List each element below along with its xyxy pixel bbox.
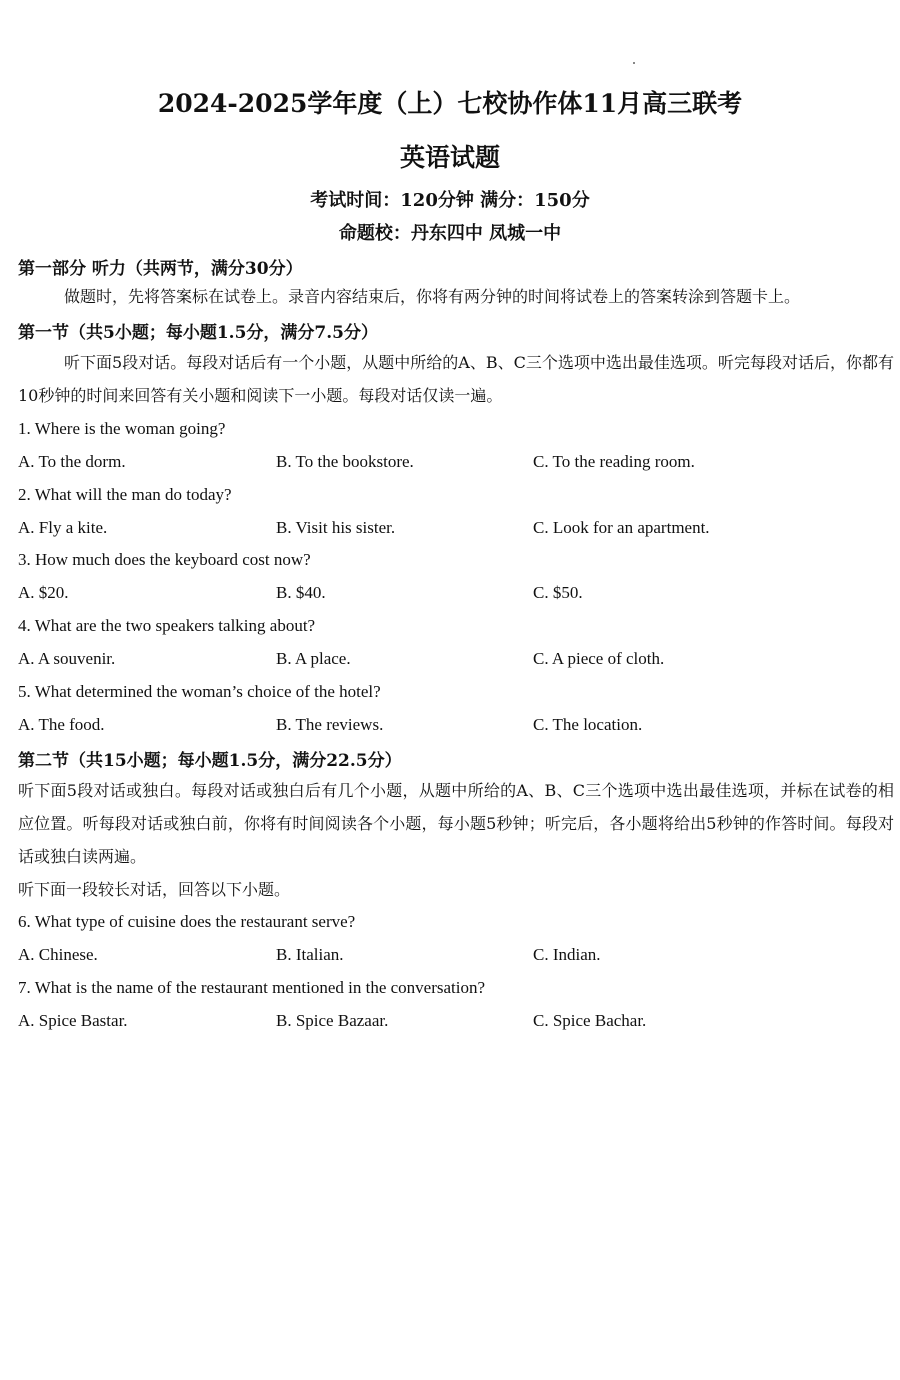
question-stem: 7. What is the name of the restaurant mentioned in the conversation?: [18, 978, 486, 997]
option-c: C. A piece of cloth.: [533, 649, 665, 668]
option-a: A. Chinese.: [18, 945, 98, 964]
option-b: B. The reviews.: [276, 715, 384, 734]
question-stem: 2. What will the man do today?: [18, 485, 232, 504]
option-a: A. A souvenir.: [18, 649, 116, 668]
section1-heading: 第一节（共5小题；每小题1.5分，满分7.5分）: [18, 323, 378, 343]
option-a: A. The food.: [18, 715, 105, 734]
option-c: C. Spice Bachar.: [533, 1011, 647, 1030]
option-c: C. The location.: [533, 715, 643, 734]
option-c: C. To the reading room.: [533, 452, 695, 471]
option-b: B. Visit his sister.: [276, 518, 396, 537]
page-title: 2024-2025学年度（上）七校协作体11月高三联考: [157, 89, 743, 118]
question-stem: 1. Where is the woman going?: [18, 419, 226, 438]
section2-heading: 第二节（共15小题；每小题1.5分，满分22.5分）: [18, 751, 402, 771]
option-a: A. $20.: [18, 583, 69, 602]
section2-lead: 听下面一段较长对话，回答以下小题。: [18, 880, 291, 899]
option-b: B. Italian.: [276, 945, 344, 964]
option-b: B. A place.: [276, 649, 351, 668]
question-stem: 3. How much does the keyboard cost now?: [18, 550, 311, 569]
scan-speck: [633, 62, 635, 64]
question-stem: 4. What are the two speakers talking about?: [18, 616, 316, 635]
option-b: B. To the bookstore.: [276, 452, 414, 471]
section1-instruction: 听下面5段对话。每段对话后有一个小题，从题中所给的A、B、C三个选项中选出最佳选项。听完每段对话后，你都有10秒钟的时间来回答有关小题和阅读下一小题。每段对话仅读一遍。: [18, 353, 894, 405]
part1-heading: 第一部分 听力（共两节，满分30分）: [18, 259, 303, 279]
question-stem: 5. What determined the woman’s choice of the hotel?: [18, 682, 381, 701]
exam-info: 考试时间：120分钟 满分：150分: [310, 190, 590, 211]
option-a: A. To the dorm.: [18, 452, 126, 471]
option-b: B. $40.: [276, 583, 326, 602]
school-info: 命题校：丹东四中 凤城一中: [338, 223, 562, 244]
option-a: A. Fly a kite.: [18, 518, 108, 537]
question-stem: 6. What type of cuisine does the restaurant serve?: [18, 912, 356, 931]
option-c: C. Look for an apartment.: [533, 518, 710, 537]
option-a: A. Spice Bastar.: [18, 1011, 128, 1030]
option-b: B. Spice Bazaar.: [276, 1011, 389, 1030]
section2-instruction: 听下面5段对话或独白。每段对话或独白后有几个小题，从题中所给的A、B、C三个选项中选出最佳选项，并标在试卷的相应位置。听每段对话或独白前，你将有时间阅读各个小题，每小题5秒钟；听完后，各小题将给出5秒钟的作答时间。每段对话或独白读两遍。: [18, 781, 894, 866]
page-subtitle: 英语试题: [399, 143, 500, 172]
option-c: C. $50.: [533, 583, 583, 602]
part1-instruction: 做题时，先将答案标在试卷上。录音内容结束后，你将有两分钟的时间将试卷上的答案转涂到答题卡上。: [64, 287, 801, 306]
option-c: C. Indian.: [533, 945, 601, 964]
